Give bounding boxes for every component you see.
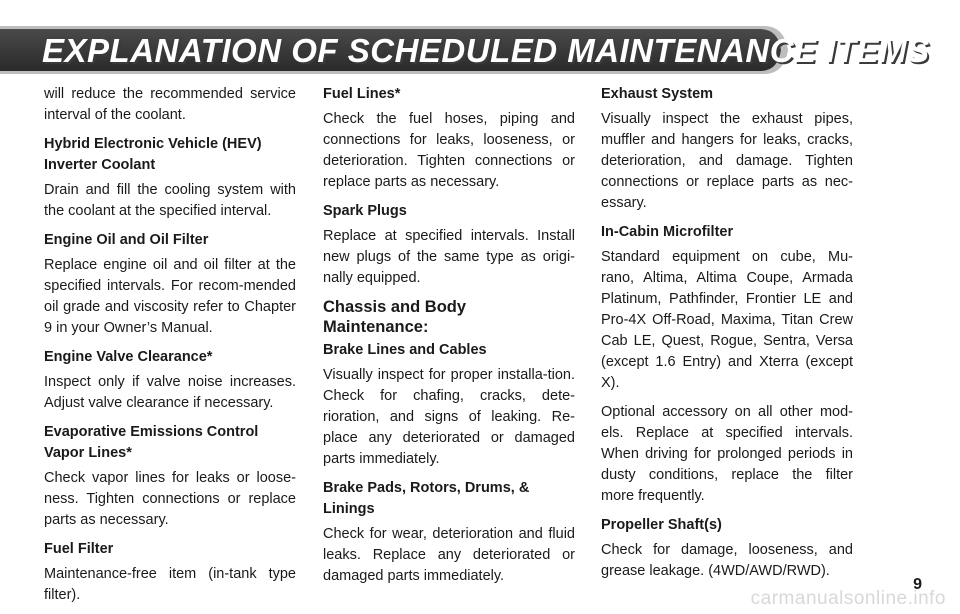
item-heading: Engine Valve Clearance* (44, 349, 213, 365)
item-heading: Engine Oil and Oil Filter (44, 232, 209, 248)
paragraph: Check the fuel hoses, piping and connections for leaks, looseness, or deterioration. Tighten connections or replace parts as necessary. (323, 111, 575, 190)
paragraph: Optional accessory on all other mod-els. Replace at specified intervals. When driving for prolonged periods in dusty conditions, replace the filter more frequently. (601, 404, 853, 504)
section-heading: Chassis and Body Maintenance: (323, 298, 467, 336)
page-title: EXPLANATION OF SCHEDULED MAINTENANCE ITEMS (42, 32, 930, 69)
column-3 (601, 84, 853, 590)
title-banner (0, 24, 960, 76)
item-heading: Brake Lines and Cables (323, 342, 487, 358)
item-heading: Hybrid Electronic Vehicle (HEV) Inverter Coolant (44, 136, 262, 173)
column-2 (323, 84, 575, 595)
item-heading: Spark Plugs (323, 203, 407, 219)
paragraph: Replace engine oil and oil filter at the specified intervals. For recom-mended oil grade and viscosity refer to Chapter 9 in your Owner’s Manual. (44, 257, 296, 336)
paragraph: Check for damage, looseness, and grease leakage. (4WD/AWD/RWD). (601, 542, 853, 579)
paragraph: Standard equipment on cube, Mu-rano, Altima, Altima Coupe, Armada Platinum, Pathfinder, Frontier LE and Pro-4X Off-Road, Maxima, Titan Crew Cab LE, Quest, Rogue, Sentra, Versa (except 1.6 Entry) and Xterra (except X). (601, 249, 853, 391)
item-heading: In-Cabin Microfilter (601, 224, 734, 240)
item-heading: Fuel Lines* (323, 86, 401, 102)
paragraph: Check vapor lines for leaks or loose-ness. Tighten connections or replace parts as necessary. (44, 470, 296, 528)
item-heading: Exhaust System (601, 86, 714, 102)
item-heading: Evaporative Emissions Control Vapor Lines* (44, 424, 259, 461)
page-number: 9 (913, 576, 922, 593)
paragraph: Visually inspect the exhaust pipes, muffler and hangers for leaks, cracks, deterioration, and damage. Tighten connections or replace parts as nec-essary. (601, 111, 853, 211)
item-heading: Propeller Shaft(s) (601, 517, 722, 533)
paragraph: Maintenance-free item (in-tank type filter). (44, 566, 296, 603)
paragraph: Replace at specified intervals. Install new plugs of the same type as origi-nally equipped. (323, 228, 575, 286)
paragraph: Inspect only if valve noise increases. Adjust valve clearance if necessary. (44, 374, 296, 411)
watermark: carmanualsonline.info (750, 588, 946, 609)
paragraph: Drain and fill the cooling system with the coolant at the specified interval. (44, 182, 296, 219)
paragraph: Check for wear, deterioration and fluid leaks. Replace any deteriorated or damaged parts immediately. (323, 526, 575, 584)
item-heading: Fuel Filter (44, 541, 114, 557)
paragraph: will reduce the recommended service interval of the coolant. (44, 86, 296, 123)
column-1 (44, 84, 296, 614)
paragraph: Visually inspect for proper installa-tion. Check for chafing, cracks, dete-rioration, and signs of leaking. Re-place any deteriorated or damaged parts immediately. (323, 367, 575, 467)
item-heading: Brake Pads, Rotors, Drums, & Linings (323, 480, 530, 517)
